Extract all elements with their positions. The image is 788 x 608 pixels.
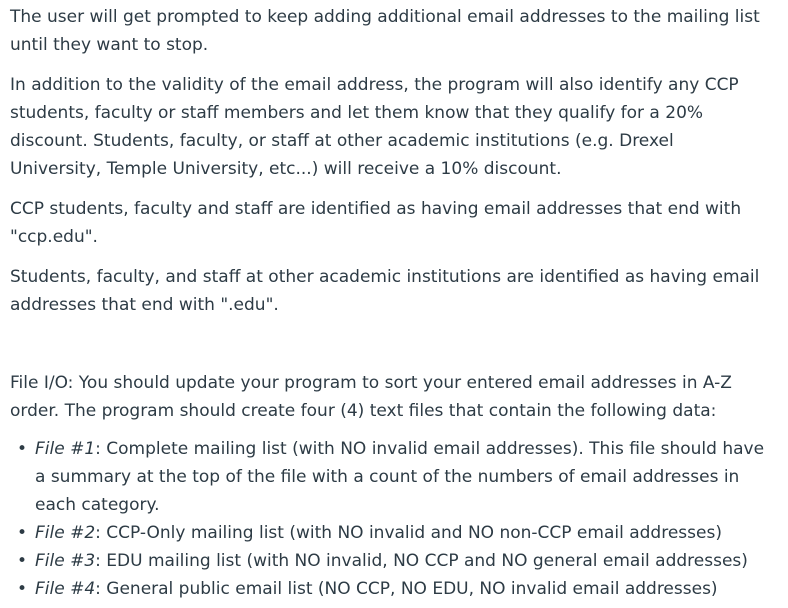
bullet-icon: • xyxy=(17,523,28,543)
list-item-file-4 xyxy=(17,575,770,603)
bullet-icon: • xyxy=(17,551,28,571)
file-label: File #3 xyxy=(35,551,96,571)
file-label: File #1 xyxy=(35,439,96,459)
file-description: : CCP-Only mailing list (with NO invalid and NO non-CCP email addresses) xyxy=(95,523,722,543)
file-description: : EDU mailing list (with NO invalid, NO CCP and NO general email addresses) xyxy=(95,551,748,571)
paragraph-file-io: File I/O: You should update your program to sort your entered email addresses in A-Z order. The program should create four (4) text files that contain the following data: xyxy=(10,373,732,421)
paragraph-discount-rules: In addition to the validity of the email address, the program will also identify any CCP students, faculty or staff members and let them know that they qualify for a 20% discount. Students, faculty, or staff at other academic institutions (e.g. Drexel University, Temple University, etc...) will receive a 10% discount. xyxy=(10,75,739,179)
paragraph-prompt-loop: The user will get prompted to keep adding additional email addresses to the mailing list until they want to stop. xyxy=(10,7,760,55)
bullet-icon: • xyxy=(17,439,28,459)
list-item-file-2 xyxy=(17,519,770,547)
bullet-icon: • xyxy=(17,579,28,599)
file-label: File #4 xyxy=(35,579,96,599)
file-description: : Complete mailing list (with NO invalid email addresses). This file should have a summary at the top of the file with a count of the numbers of email addresses in each category. xyxy=(35,439,765,515)
file-list xyxy=(10,435,770,603)
paragraph-ccp-definition: CCP students, faculty and staff are identified as having email addresses that end with "ccp.edu". xyxy=(10,199,742,247)
file-description: : General public email list (NO CCP, NO EDU, NO invalid email addresses) xyxy=(95,579,718,599)
file-label: File #2 xyxy=(35,523,96,543)
paragraph-edu-definition: Students, faculty, and staff at other academic institutions are identified as having email addresses that end with ".edu". xyxy=(10,267,760,315)
list-item-file-1 xyxy=(17,435,770,519)
list-item-file-3 xyxy=(17,547,770,575)
